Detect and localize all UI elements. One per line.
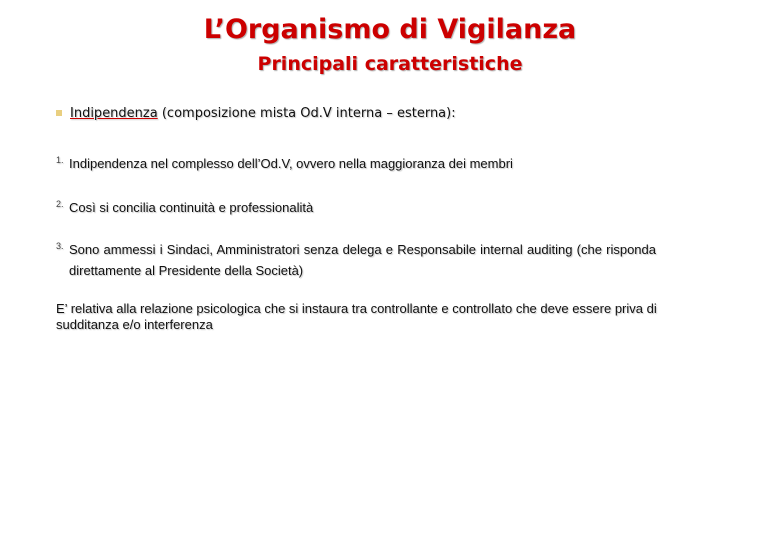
list-number: 1. <box>56 155 64 165</box>
list-text: Sono ammessi i Sindaci, Amministratori senza delega e Responsabile internal auditing (che risponda direttamente al Presidente della Società) <box>69 242 656 278</box>
slide-subtitle: Principali caratteristiche <box>257 53 523 75</box>
list-item <box>56 239 656 281</box>
slide-title: L’Organismo di Vigilanza <box>203 14 577 45</box>
bullet-item-indipendenza <box>56 106 456 121</box>
list-item <box>56 197 656 218</box>
bullet-detail: (composizione mista Od.V interna – esterna): <box>157 106 456 121</box>
body-paragraph: E’ relativa alla relazione psicologica che si instaura tra controllante e controllato che deve essere priva di sudditanza e/o interferenza <box>56 301 657 332</box>
list-text: Così si concilia continuità e professionalità <box>69 200 314 215</box>
list-item <box>56 153 656 174</box>
list-number: 3. <box>56 241 64 251</box>
list-text: Indipendenza nel complesso dell’Od.V, ovvero nella maggioranza dei membri <box>69 156 513 171</box>
bullet-heading: Indipendenza <box>70 106 158 121</box>
square-bullet-icon <box>56 110 62 116</box>
list-number: 2. <box>56 199 64 209</box>
